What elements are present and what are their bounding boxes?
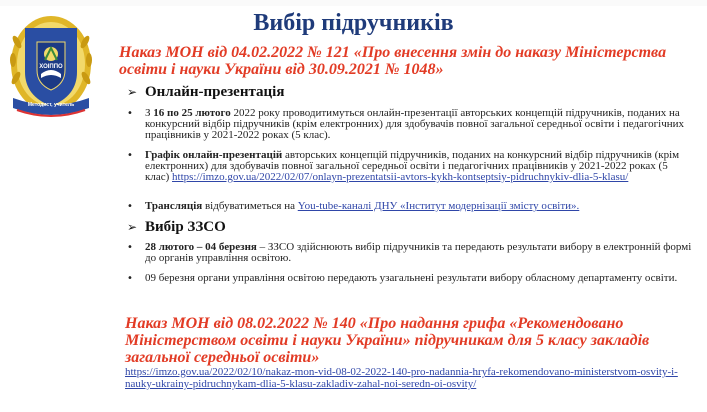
arrow-bullet-icon: ➢ (127, 85, 138, 99)
list-item: • Трансляція відбуватиметься на You-tube-каналі ДНУ «Інститут модернізації змісту освіти». (127, 200, 580, 212)
emblem-caption: ХОІППО (39, 64, 63, 70)
bullet-dot-icon: • (127, 150, 133, 161)
youtube-channel-link[interactable]: You-tube-каналі ДНУ «Інститут модернізації змісту освіти». (297, 200, 580, 212)
order-121-heading: Наказ МОН від 04.02.2022 № 121 «Про внесення змін до наказу Міністерства освіти і науки України від 30.09.2021 № 1048» (119, 44, 667, 78)
schedule-link[interactable]: https://imzo.gov.ua/2022/02/07/onlayn-prezentatsii-avtors-kykh-kontseptsiy-pidruchnykiv-dlia-5-klasu/ (172, 171, 629, 183)
section-title: Онлайн-презентація (145, 84, 285, 100)
emblem-ribbon-text: Методист, учитель (27, 102, 75, 108)
list-item: • З 16 по 25 лютого 2022 року проводитимуться онлайн-презентації авторських концепцій підручників, поданих на конкурсний відбір підручників (крім електронних) для здобувачів повної загальної середньої освіти і педагогічних працівників у 2021-2022 роках (5 клас). (127, 107, 685, 141)
arrow-bullet-icon: ➢ (127, 220, 138, 234)
bullet-dot-icon: • (127, 201, 133, 212)
list-item: • 28 лютого – 04 березня – ЗЗСО здійснюють вибір підручників та передають результати вибору в електронній формі до органів управління освітою. (127, 241, 692, 264)
list-item: • Графік онлайн-презентацій авторських концепцій підручників, поданих на конкурсний відбір підручників (крім електронних) для здобувачів повної загальної середньої освіти і педагогічних працівників у 2021-2022 роках (5 клас) https://imzo.gov.ua/2022/02/07/onlayn-prezentatsii-avtors-kykh-kontseptsiy-pidruchnykiv-dlia-5-klasu/ (127, 149, 680, 183)
section-school-choice (127, 219, 226, 236)
list-item: • 09 березня органи управління освітою передають узагальнені результати вибору обласному департаменту освіти. (127, 272, 678, 284)
section-online-presentation (127, 84, 284, 101)
window-top-edge (0, 0, 707, 6)
bullet-dot-icon: • (127, 242, 133, 253)
order-140-heading: Наказ МОН від 08.02.2022 № 140 «Про надання грифа «Рекомендовано Міністерством освіти і науки України» підручникам для 5 класу закладів загальної середньої освіти» (125, 315, 650, 366)
bullet-dot-icon: • (127, 108, 133, 119)
bullet-dot-icon: • (127, 273, 133, 284)
slide-title: Вибір підручників (253, 10, 454, 36)
section-title: Вибір ЗЗСО (145, 219, 226, 235)
order-140-link[interactable]: https://imzo.gov.ua/2022/02/10/nakaz-mon-vid-08-02-2022-140-pro-nadannia-hryfa-rekomendovano-ministerstvom-osvity-i-nauky-ukrainy-pidruchnykam-dlia-5-klasu-zakladiv-zahal-noi-seredn-oi-osvity/ (125, 366, 678, 390)
